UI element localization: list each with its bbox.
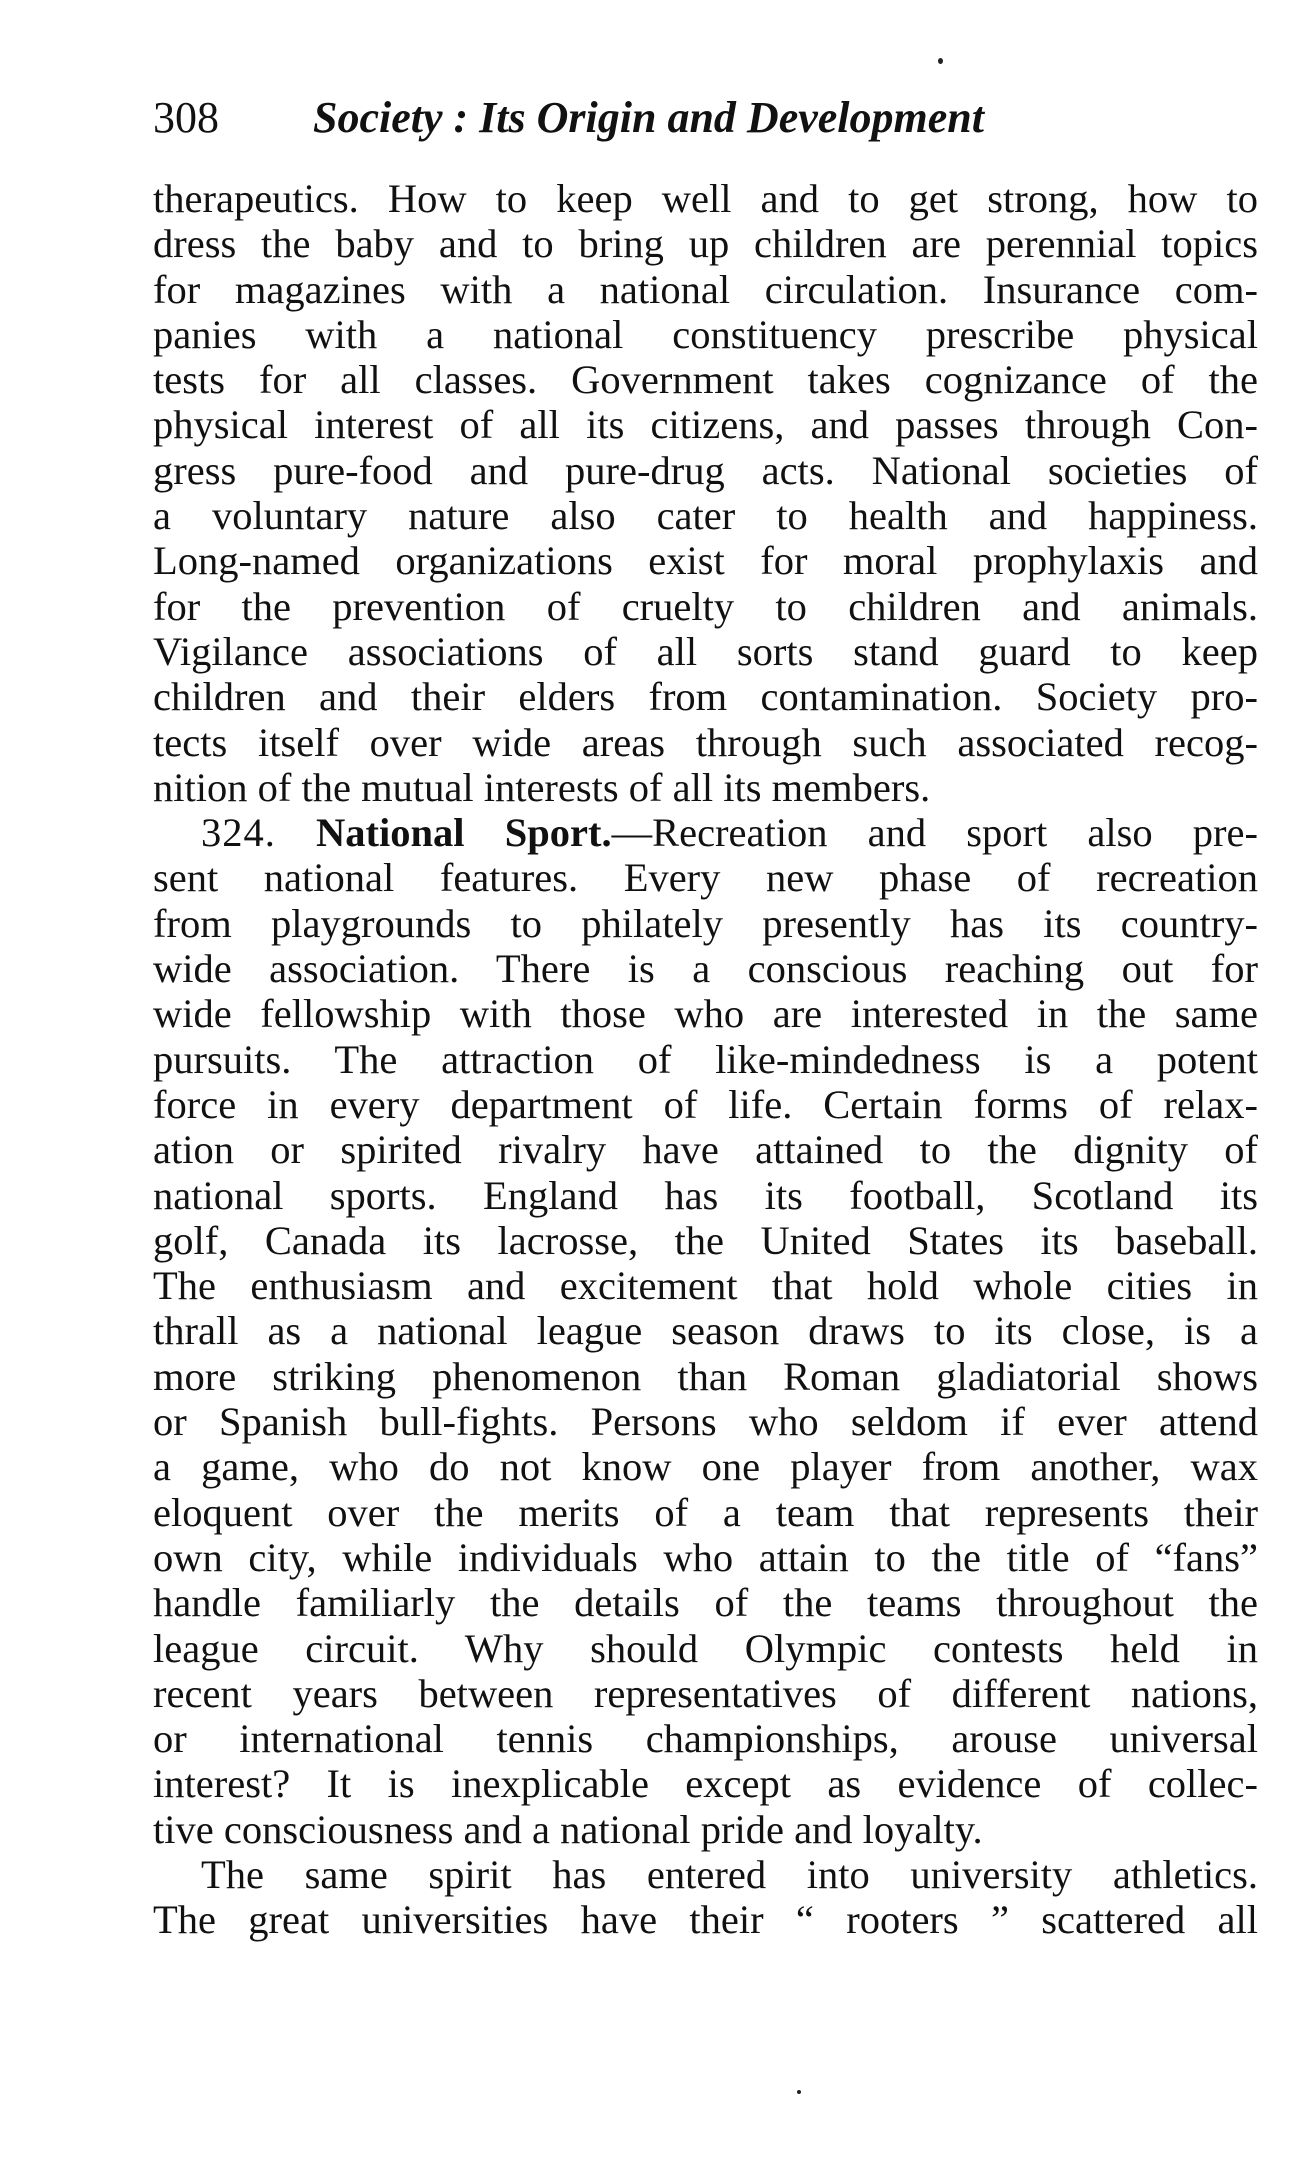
text-line: wide association. There is a conscious reaching out for xyxy=(153,946,1258,992)
page-number: 308 xyxy=(153,93,219,142)
text-line: from playgrounds to philately presently has its country- xyxy=(153,900,1258,946)
text-line: tects itself over wide areas through such associated recog- xyxy=(153,719,1258,765)
text-line: own city, while individuals who attain to the title of “fans” xyxy=(153,1534,1258,1580)
text-line: or Spanish bull-fights. Persons who seldom if ever attend xyxy=(153,1399,1258,1445)
section-lead-text: —Recreation and sport also pre- xyxy=(611,810,1258,856)
text-line: a game, who do not know one player from another, wax xyxy=(153,1444,1258,1490)
text-line: national sports. England has its football, Scotland its xyxy=(153,1172,1258,1218)
text-line: pursuits. The attraction of like-mindedness is a potent xyxy=(153,1036,1258,1082)
text-line: The great universities have their “ rooters ” scattered all xyxy=(153,1897,1258,1943)
text-line: eloquent over the merits of a team that represents their xyxy=(153,1489,1258,1535)
text-line: or international tennis championships, arouse universal xyxy=(153,1716,1258,1762)
text-line: more striking phenomenon than Roman gladiatorial shows xyxy=(153,1353,1258,1399)
text-line: handle familiarly the details of the teams throughout the xyxy=(153,1580,1258,1626)
text-line: force in every department of life. Certain forms of relax- xyxy=(153,1081,1258,1127)
text-line: a voluntary nature also cater to health and happiness. xyxy=(153,493,1258,539)
text-line: recent years between representatives of different nations, xyxy=(153,1670,1258,1716)
text-line: for the prevention of cruelty to children and animals. xyxy=(153,583,1258,629)
text-line: therapeutics. How to keep well and to get strong, how to xyxy=(153,176,1258,221)
body-text xyxy=(153,176,1258,1943)
section-heading-line xyxy=(153,810,1258,855)
text-line: physical interest of all its citizens, and passes through Con- xyxy=(153,402,1258,448)
text-line: Long-named organizations exist for moral prophylaxis and xyxy=(153,538,1258,584)
text-line: dress the baby and to bring up children are perennial topics xyxy=(153,221,1258,267)
ink-speck xyxy=(938,58,943,64)
text-line: Vigilance associations of all sorts stand guard to keep xyxy=(153,628,1258,674)
book-title: Society : Its Origin and Development xyxy=(313,93,984,142)
text-line: sent national features. Every new phase of recreation xyxy=(153,855,1258,901)
text-line: gress pure-food and pure-drug acts. National societies of xyxy=(153,447,1258,493)
text-line: golf, Canada its lacrosse, the United States its baseball. xyxy=(153,1217,1258,1263)
text-line: The enthusiasm and excitement that hold whole cities in xyxy=(153,1263,1258,1309)
text-line: interest? It is inexplicable except as evidence of collec- xyxy=(153,1761,1258,1807)
text-line: tests for all classes. Government takes cognizance of the xyxy=(153,357,1258,403)
text-line: nition of the mutual interests of all its members. xyxy=(153,764,931,810)
text-line: for magazines with a national circulation. Insurance com- xyxy=(153,266,1258,312)
text-line: tive consciousness and a national pride and loyalty. xyxy=(153,1806,983,1852)
text-line: thrall as a national league season draws to its close, is a xyxy=(153,1308,1258,1354)
text-line: league circuit. Why should Olympic contests held in xyxy=(153,1625,1258,1671)
text-line: The same spirit has entered into university athletics. xyxy=(201,1851,1258,1897)
text-line: ation or spirited rivalry have attained to the dignity of xyxy=(153,1127,1258,1173)
section-number: 324. xyxy=(201,810,276,856)
section-title: National Sport. xyxy=(316,810,612,856)
ink-speck xyxy=(797,2090,801,2094)
running-head xyxy=(153,88,984,148)
text-line: children and their elders from contamination. Society pro- xyxy=(153,674,1258,720)
text-line: panies with a national constituency prescribe physical xyxy=(153,311,1258,357)
text-line: wide fellowship with those who are interested in the same xyxy=(153,991,1258,1037)
